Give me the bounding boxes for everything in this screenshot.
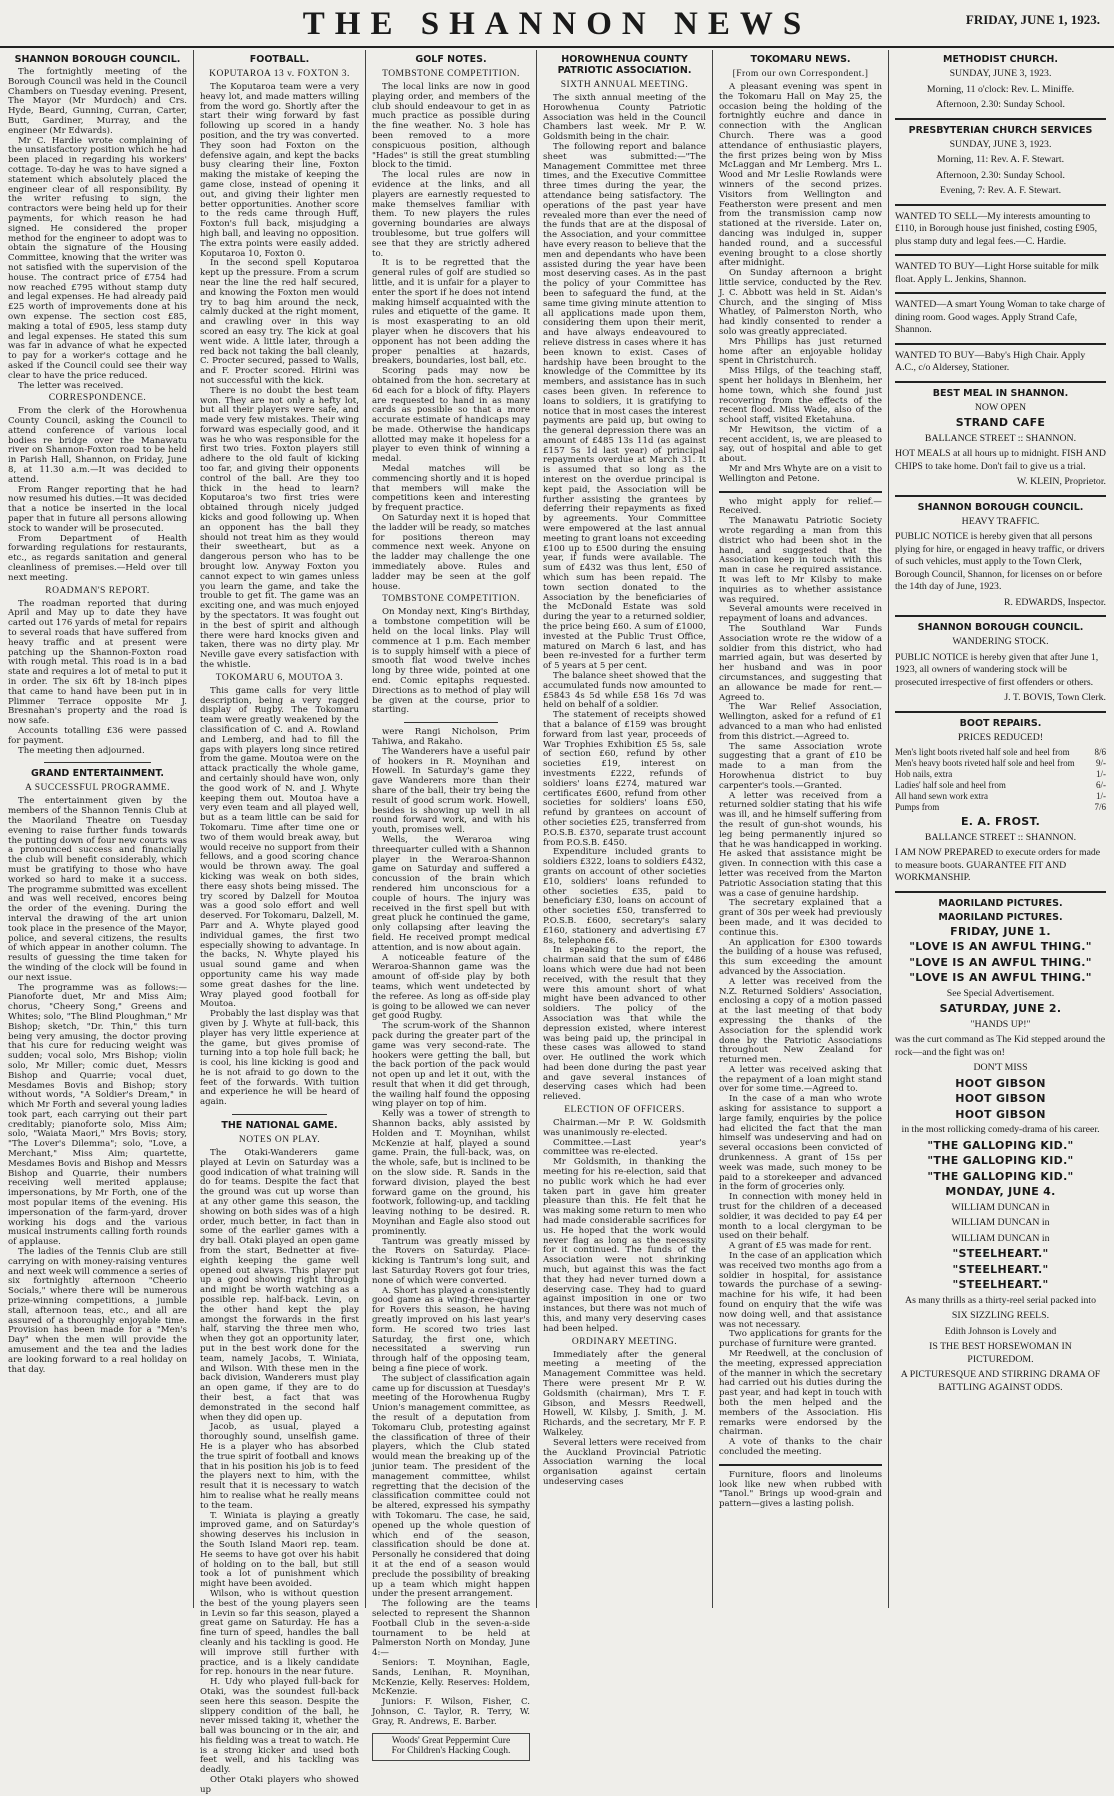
paragraph: Mr Hewitson, the victim of a recent accident, is, we are pleased to say, out of hospital and able to get about. bbox=[719, 424, 883, 465]
paragraph: The Southland War Funds Association wrote re the widow of a soldier from this district, who had married again, but was deserted by her husband and was in poor circumstances, and suggesting that an allowance be made for rent.—Agreed to. bbox=[719, 624, 882, 703]
paragraph: This game calls for very little description, being a very ragged display of Rugby. The Tokomaru team were greatly weakened by the classification of C. and A. Rowland and Lemberg, and had to fill the gaps with players long since retired from the game. Moutoa were on the attack practically the whole game, and certainly should have won, only the good work of N. and J. Whyte keeping them out. Moutoa have a very even team and all played well, but as a team little can be said for Tokomaru. Time after time one or two of them would break away, but would receive no support from their fellows, and a good scoring chance would be thrown away. The goal kicking was weak on both sides, there easy shots being missed. The try scored by Dalzell for Moutoa was a good solo effort and well deserved. For Tokomaru, Dalzell, M. Parr and A. Whyte played good individual games, the first two especially showing to advantage. In the backs, N. Whyte played his usual sound game and when opportunity came his way made some great dashes for the line. Wray played good football for Moutoa. bbox=[200, 685, 359, 1010]
divider bbox=[232, 1114, 327, 1115]
paragraph: The subject of classification again came up for discussion at Tuesday's meeting of the Horowhenua Rugby Union's management committee, as the result of a deputation from Tokomaru Club, protesting against the classification of three of their players, which the Club stated would mean the breaking up of the junior team. The president of the management committee, whilst regretting that the decision of the classification committee could not be altered, expressed his sympathy with Tokomaru. The case, he said, opened up the whole question of which end of the season, classification should be done at. Personally he considered that doing it at the end of a season would preclude the possibility of breaking up a team which might happen under the present arrangement. bbox=[372, 1373, 530, 1600]
service-time: Afternoon, 2.30: Sunday School. bbox=[936, 169, 1065, 181]
paragraph: A letter was received from a returned soldier stating that his wife was ill, and he himself suffering from the result of gun-shot wounds, his leg being permanently injured so that he was handicapped in working. He asked that assistance might be given. In connection with this case a letter was received from the Marton Patriotic Association stating that this was a case of genuine hardship. bbox=[719, 790, 882, 899]
church-heading: METHODIST CHURCH. bbox=[943, 54, 1058, 65]
paragraph: The same Association wrote suggesting that a grant of £10 be made to a man from the Horowhenua district to buy carpenter's tools.—Granted. bbox=[719, 741, 882, 791]
show-date: MONDAY, JUNE 4. bbox=[945, 1185, 1056, 1198]
paragraph: Immediately after the general meeting a meeting of the Management Committee was held. There were present Mr P. W. Goldsmith (chairman), Mrs T. F. Gibson, and Messrs Reedwell, Howell, W. Kilsby, J. Smith, J. M. Richards, and the secretary, Mr F. P. Walkeley. bbox=[543, 1349, 706, 1438]
ad-text: I AM NOW PREPARED to execute orders for made to measure boots. GUARANTEE FIT AND WORKMANSHIP. bbox=[895, 847, 1101, 883]
column-borough-council bbox=[2, 50, 193, 1606]
section-subheading: CORRESPONDENCE. bbox=[48, 393, 147, 404]
film-title: "STEELHEART." bbox=[952, 1247, 1049, 1260]
paragraph: Several letters were received from the Auckland Provincial Patriotic Association warning the local organisation against certain undeserving cases bbox=[543, 1437, 706, 1487]
price-row bbox=[895, 802, 1106, 813]
price-item: Pumps from bbox=[895, 802, 940, 812]
paragraph: Other Otaki players who showed up bbox=[200, 1775, 359, 1795]
paragraph: Several amounts were received in repayment of loans and advances. bbox=[719, 604, 882, 625]
show-date: SATURDAY, JUNE 2. bbox=[939, 1002, 1062, 1015]
cinema-heading: MAORILAND PICTURES. bbox=[938, 911, 1063, 923]
article-subheading: TOKOMARU 6, MOUTOA 3. bbox=[215, 672, 344, 683]
price-item: All hand sewn work extra bbox=[895, 791, 988, 801]
section-subheading: ROADMAN'S REPORT. bbox=[45, 585, 150, 596]
star-name: HOOT GIBSON bbox=[955, 1107, 1046, 1121]
paragraph: A pleasant evening was spent in the Tokomaru Hall on May 25, the occasion being the holding of the fortnightly euchre and dance in connection with the Anglican Church. There was a good attendance of enthusiastic players, the first prizes being won by Miss McLaggan and Mr Lemberg. Mrs L. Wood and Mr Leslie Rowlands were winners of the second prizes. Visitors from Wellington and Featherston were present and men from the transmission camp now stationed at the riverside. Later on, dancing was indulged in, supper handed round, and a successful evening brought to a close shortly after midnight. bbox=[719, 82, 882, 269]
paragraph: The ladies of the Tennis Club are still carrying on with money-raising ventures and next week will commence a series of six fortnightly afternoon "Cheerio Socials," where there will be numerous prize-winning competitions, a jumble stall, afternoon teas, etc., and all are assured of a thoroughly enjoyable time. Provision has been made for a "Men's Day" when the men will provide the amusement and the tea and the ladies are looking forward to a real holiday on that day. bbox=[8, 1247, 187, 1375]
paragraph: An application for £300 towards the building of a house was refused, this sum exceeding the amount advanced by the Association. bbox=[719, 937, 882, 977]
service-time: Afternoon, 2.30: Sunday School. bbox=[936, 99, 1065, 110]
divider bbox=[44, 762, 151, 763]
article-subheading: SIXTH ANNUAL MEETING. bbox=[560, 80, 689, 90]
paragraph: A letter was received from the N.Z. Returned Soldiers' Association, enclosing a copy of a motion passed at the last meeting of that body expressing the thanks of the Association for the splendid work done by the Patriotic Associations throughout New Zealand for returned men. bbox=[719, 976, 882, 1066]
divider bbox=[895, 711, 1106, 713]
price-value: 1/- bbox=[1096, 791, 1106, 801]
paragraph: Miss Hilgs, of the teaching staff, spent her holidays in Blenheim, her home town, which she found just recovering from the effects of the recent flood. Miss Wade, also of the school staff, visited Eketahuna. bbox=[719, 366, 882, 426]
film-title: "LOVE IS AN AWFUL THING." bbox=[909, 940, 1092, 953]
divider bbox=[895, 254, 1106, 256]
paragraph: A noticeable feature of the Weraroa-Shannon game was the amount of off-side play by both teams, which went undetected by the referee. As long as off-side play is going to be allowed we can never get good Rugby. bbox=[372, 952, 530, 1022]
ad-text: As many thrills as a thirty-reel serial packed into bbox=[905, 1294, 1096, 1306]
show-date: FRIDAY, JUNE 1. bbox=[950, 924, 1051, 938]
article-heading: GRAND ENTERTAINMENT. bbox=[30, 768, 165, 780]
film-title: "LOVE IS AN AWFUL THING." bbox=[909, 971, 1092, 984]
paragraph: Kelly was a tower of strength to Shannon backs, ably assisted by Holden and T. Moynihan, whilst McKenzie at half, played a sound game. Prain, the full-back, was, on the whole, safe, but is inclined to be on the slow side. R. Sands in the forward division, played the best forward game on the ground, his footwork, following-up, and tackling leaving nothing to be desired. R. Moynihan and Eagle also stood out prominently. bbox=[372, 1109, 530, 1237]
star-name: WILLIAM DUNCAN in bbox=[951, 1217, 1050, 1228]
paragraph: The Otaki-Wanderers game played at Levin on Saturday was a good indication of what training will do for teams. Despite the fact that the ground was cut up worse than at any other game this season, the showing on both sides was of a high order, much better, in fact than in some of the earlier games with a dry ball. Otaki played an open game from the start, Bednetter at five-eighth keeping the game well opened out always. This player put up a good showing right through and might be worth watching as a possible rep. half-back. Levin, on the other hand kept the play amongst the forwards in the first half, starving the three men who, when they got an opportunity later, put in the best work done for the team, namely Jacobs, T. Winiata, and Wilson. With these men in the back division, Wanderers must play an open game, if they are to do their best, a fact that was demonstrated in the second half when they did open up. bbox=[200, 1148, 359, 1423]
paragraph: The scrum-work of the Shannon pack during the greater part of the game was very second-rate. The hookers were getting the ball, but the back portion of the pack would not open up and let it out, with the result that when it did get through, the wailing half found the opposing wing player on top of him. bbox=[372, 1021, 530, 1110]
article-heading: FOOTBALL. bbox=[249, 54, 310, 65]
paragraph: Wilson, who is without question the best of the young players seen in Levin so far this season, played a great game on Saturday. He has a fine turn of speed, handles the ball cleanly and his tackling is good. He will improve still further with practice, and is a likely candidate for rep. honours in the near future. bbox=[200, 1588, 359, 1678]
correspondent-note: [From our own Correspondent.] bbox=[732, 69, 869, 79]
peppermint-cure-ad bbox=[372, 1733, 530, 1761]
paragraph: From Department of Health forwarding regulations for restaurants, etc., as regards sanitation and general cleanliness of premises.—Held over till next meeting. bbox=[8, 533, 187, 583]
paragraph: were Rangi Nicholson, Prim Tahiwa, and Rakaho. bbox=[372, 727, 530, 747]
film-title: "STEELHEART." bbox=[952, 1262, 1049, 1276]
article-heading: GOLF NOTES. bbox=[415, 54, 487, 65]
price-value: 1/- bbox=[1096, 769, 1106, 779]
church-heading: PRESBYTERIAN CHURCH SERVICES bbox=[908, 124, 1093, 136]
paragraph: The programme was as follows:—Pianoforte duet, Mr and Miss Aim; chorus, "Cheery Song," Greens and Whites; solo, "The Blind Ploughman," Mr Bishop; sketch, "Dr. Thin," this turn being very amusing, the doctor proving that his cure for reducing weight was sudden; vocal solo, Mrs Bishop; violin solo, Mr Miller; comic duet, Messrs Bishop and Quarrie; vocal duet, Mesdames Bovis and Bishop; story without words, "A Soldier's Dream," in which Mr Forth and several young ladies took part, each carrying out their part creditably; pianoforte solo, Miss Aim; solo, "Waiata Maori," Mrs Bovis; story, "The Lover's Dilemma"; solo, "Love, a Merchant," Miss Aim; quartette, Mesdames Bovis and Bishop and Messrs Bishop and Quarrie, their numbers receiving well merited applause; impersonations, by Mr Forth, one of the most popular items of the evening. His impersonation of the farm-yard, drover working his dogs and the various musical instruments calling forth rounds of applause. bbox=[8, 982, 187, 1248]
ad-line: IS THE BEST HORSEWOMAN IN PICTUREDOM. bbox=[929, 1341, 1072, 1365]
masthead bbox=[0, 0, 1114, 48]
paragraph: Two applications for grants for the purchase of furniture were granted. bbox=[719, 1329, 882, 1350]
paragraph: The War Relief Association, Wellington, asked for a refund of £1 advanced to a man who had enlisted from this district.—Agreed to. bbox=[719, 702, 882, 742]
paragraph: The roadman reported that during April and May up to date they have carted out 176 yards of metal for repairs to several roads that have suffered from heavy traffic and at present were patching up the Shannon-Foxton road with rough metal. This road is in a bad state and requires a lot of metal to put it in order. The six 6ft by 18-inch pipes that came to hand have been put in in Plimmer Terrace opposite Mr J. Bresnahan's property and the road is now safe. bbox=[8, 598, 187, 727]
column-tokomaru-news bbox=[713, 50, 888, 1606]
divider bbox=[895, 118, 1106, 120]
paragraph: From Ranger reporting that he had now resumed his duties.—It was decided that a notice be inserted in the local paper that in future all persons allowing stock to wander will be prosecuted. bbox=[8, 484, 187, 534]
paragraph: Jacob, as usual, played a thoroughly sound, unselfish game. He is a player who has absorbed the true spirit of football and knows that in his position his job is to feed the players next to him, with the result that it is necessary to watch him to realise what he really means to the team. bbox=[200, 1422, 359, 1511]
paragraph: The secretary explained that a grant of 30s per week had previously been made, and it was decided to continue this. bbox=[719, 898, 882, 938]
divider bbox=[895, 204, 1106, 206]
paragraph: A letter was received asking that the repayment of a loan might stand over for some time.—Agreed to. bbox=[719, 1064, 882, 1095]
paragraph: There is no doubt the best team won. They are not only a hefty lot, but all their players were safe, and made very few mistakes. Their wing forward was especially good, and it was he who was responsible for the first two tries. Foxton players still adhere to the old fault of kicking too far, and giving their opponents control of the ball. Are they too thick in the head to learn? Koputaroa's two first tries were obtained through nicely judged kicks and good following up. When an opponent has the ball they should not treat him as they would their sweetheart, but as a dangerous person who has to be brought low. Anyway Foxton you cannot expect to win games unless you learn the game, and take the trouble to get fit. The game was an exciting one, and was much enjoyed by the spectators. It was fought out in the best of spirit and although there were hard knocks given and taken, there was no dirty play. Mr Neville gave every satisfaction with the whistle. bbox=[200, 385, 359, 671]
paragraph: Wells, the Weraroa wing threequarter culled with a Shannon player in the Weraroa-Shannon game on Saturday and suffered a concussion of the brain which rendered him unconscious for a couple of hours. The injury was received in the first spell but with great pluck he continued the game, only collapsing after leaving the field. He received prompt medical attention, and is now about again. bbox=[372, 834, 530, 953]
section-subheading: ELECTION OF OFFICERS. bbox=[564, 1105, 685, 1116]
ad-line: E. A. FROST. bbox=[960, 815, 1041, 828]
notice-heading: SHANNON BOROUGH COUNCIL. bbox=[917, 501, 1084, 513]
paragraph: Probably the last display was that given by J. Whyte at full-back, this player has very little experience at the game, but gives promise of turning into a top hole full back; he is cool, his line kicking is good and he is not afraid to go down to the feet of the forwards. With tuition and experience he will be heard of again. bbox=[200, 1009, 359, 1108]
divider bbox=[895, 495, 1106, 497]
paragraph: The sixth annual meeting of the Horowhenua County Patriotic Association was held in the Council Chambers last week. Mr P. W. Goldsmith being in the chair. bbox=[543, 93, 706, 143]
price-value: 6/- bbox=[1096, 780, 1106, 790]
service-time: Morning, 11 o'clock: Rev. L. Miniffe. bbox=[926, 83, 1075, 95]
paragraph: The Manawatu Patriotic Society wrote regarding a man from this district who had been shot in the hand, and suggested that the Association keep in touch with this man in case he required assistance. It was left to Mr Kilsby to make inquiries as to whether assistance was required. bbox=[719, 516, 882, 605]
paragraph: In the second spell Koputaroa kept up the pressure. From a scrum near the line the red half secured, and knowing the Foxton men would try to bag him around the neck, calmly ducked at the right moment, and crawling over in this way scored an easy try. The kick at goal went wide. A little later, through a red back not taking the ball cleanly, C. Procter secured, passed to Walls, and F. Procter scored. Hirini was not successful with the kick. bbox=[200, 258, 359, 386]
paragraph: In connection with money held in trust for the children of a deceased soldier, it was decided to pay £4 per month to a local clergyman to be used on their behalf. bbox=[719, 1192, 882, 1242]
ad-line: STRAND CAFE bbox=[955, 416, 1046, 429]
paragraph: Chairman.—Mr P. W. Goldsmith was unanimously re-elected. bbox=[543, 1118, 706, 1138]
ad-signature: W. KLEIN, Proprietor. bbox=[1016, 476, 1106, 487]
classified-ad: WANTED TO BUY—Baby's High Chair. Apply A.C., c/o Aldersey, Stationer. bbox=[895, 349, 1086, 373]
paragraph: A vote of thanks to the chair concluded the meeting. bbox=[719, 1437, 882, 1457]
film-title: "LOVE IS AN AWFUL THING." bbox=[909, 955, 1092, 969]
paragraph: In speaking to the report, the chairman said that the sum of £486 loans which were due had not been received, with the result that they were this amount short of what might have been advanced to other soldiers. The policy of the Association was that while the depression existed, where interest was being paid up, the principal in these cases was allowed to stand over. He outlined the work which had been done during the past year and gave several instances of deserving cases which had been relieved. bbox=[543, 945, 706, 1103]
issue-date: FRIDAY, JUNE 1, 1923. bbox=[965, 12, 1100, 27]
paragraph: In the case of an application which was received two months ago from a soldier in hospital, for assistance towards the purchase of a sewing-machine for his wife, it had been found on enquiry that the wife was now doing well, and that assistance was not necessary. bbox=[719, 1251, 882, 1330]
service-date: SUNDAY, JUNE 3, 1923. bbox=[949, 68, 1052, 79]
paragraph: The following report and balance sheet was submitted:—"The Management Committee met three times, and the Executive Committee three times during the year, the attendance being satisfactory. The operations of the past year have revealed more than ever the need of the funds that are at the disposal of the Association, and your committee have every reason to believe that the men and dependants who have been assisted during the year have been most deserving cases. As in the past the policy of your Committee has been to safeguard the fund, at the same time giving minute attention to all applications made upon them, considering them upon their merit, and have always endeavoured to relieve distress in cases where it has been known to exist. Cases of hardship have been brought to the knowledge of the Committee by its members, and assistance has in such cases been given. In reference to loans to soldiers, it is gratifying to notice that in most cases the interest payments are paid up, but owing to the general depression there was an amount of £485 13s 11d (as against £157 5s 1d last year) of principal repayments overdue at March 31. It is assumed that so long as the interest on the overdue principal is kept paid, the Association will be further assisting the grantees by deferring their repayments as fixed by agreements. Your Committee were empowered at the last annual meeting to grant loans not exceeding £100 up to £500 during the ensuing year, if funds were available. The sum of £432 was thus lent, £50 of which sum has been repaid. The town section donated to the Association by the beneficiaries of the McDonald Estate was sold during the year to a returned soldier, the price being £60. A sum of £1000, invested at the Public Trust Office, matured on March 6 last, and has been re-invested for a further term of 5 years at 5 per cent. bbox=[543, 141, 706, 672]
notice-signature: R. EDWARDS, Inspector. bbox=[1003, 596, 1106, 608]
paragraph: On Monday next, King's Birthday, a tombstone competition will be held on the local links. Play will commence at 1 p.m. Each member is to supply himself with a piece of smooth flat wood twelve inches long by three wide, pointed at one end. Comic epitaphs requested. Directions as to method of play will be given at the course, prior to starting. bbox=[372, 607, 530, 716]
article-subheading: A SUCCESSFUL PROGRAMME. bbox=[25, 783, 170, 794]
paragraph: Scoring pads may now be obtained from the hon. secretary at 6d each for a block of fifty. Players are requested to hand in as many cards as possible so that a more accurate estimate of handicaps may be made. Otherwise the handicaps allotted may make it hopeless for a player to even think of winning a medal. bbox=[372, 366, 530, 465]
divider bbox=[895, 381, 1106, 383]
paragraph: The statement of receipts showed that a balance of £159 was brought forward from last year, proceeds of War Trophies Exhibition £5 5s, sale of section £60, refund by other societies £19, interest on investments £222, refunds of soldiers' loans £274, matured war certificates £600, refund from other societies for soldiers' loans £50, refund by grantees on account of other societies £25, transferred from P.O.S.B. £370, separate trust account from P.O.S.B. £450. bbox=[543, 710, 706, 848]
classified-ad: WANTED—A smart Young Woman to take charge of dining room. Good wages. Apply Strand Cafe, Shannon. bbox=[895, 299, 1105, 335]
film-title: "THE GALLOPING KID." bbox=[927, 1138, 1074, 1152]
paragraph: In the case of a man who wrote asking for assistance to support a large family, enquiries by the police had elicited the fact that the man himself was undeserving and had on several occasions been convicted of drunkenness. A grant of 15s per week was made, such money to be paid to a storekeeper and advanced in the form of groceries only. bbox=[719, 1094, 882, 1193]
paragraph: The following are the teams selected to represent the Shannon Football Club in the seven-a-side tournament to be held at Palmerston North on Monday, June 4:— bbox=[372, 1599, 530, 1659]
paragraph: The fortnightly meeting of the Borough Council was held in the Council Chambers on Tuesday evening. Present, The Mayor (Mr Murdoch) and Crs. Hyde, Beard, Gunning, Curran, Carter, Butt, Gardiner, Murray, and the engineer (Mr Edwards). bbox=[8, 67, 187, 136]
notice-heading: SHANNON BOROUGH COUNCIL. bbox=[917, 622, 1084, 633]
ad-line: SIX SIZZLING REELS. bbox=[951, 1310, 1050, 1321]
ad-line: BALLANCE STREET :: SHANNON. bbox=[924, 831, 1077, 843]
paragraph: The entertainment given by the members of the Shannon Tennis Club at the Maoriland Theatre on Tuesday evening to raise further funds towards the putting down of four new courts was a pronounced success and financially the club will benefit considerably, which must be gratifying to those who have worked so hard to make it a success. The programme submitted was excellent and was well received, encores being the order of the evening. During the interval the drawing of the art union took place in the presence of the Mayor, police, and several citizens, the results of which appear in another column. The results of guessing the time taken for the winding of the clock will be found in our next issue. bbox=[8, 796, 187, 983]
ad-line: DON'T MISS bbox=[973, 1062, 1028, 1073]
notice-text: PUBLIC NOTICE is hereby given that all persons plying for hire, or engaged in heavy traffic, or drivers of such vehicles, must apply to the Town Clerk, Borough Council, Shannon, for licenses on or before the 14th day of June, 1923. bbox=[895, 531, 1105, 592]
newspaper-title: THE SHANNON NEWS bbox=[302, 6, 812, 42]
paragraph: who might apply for relief.—Received. bbox=[719, 496, 882, 517]
paragraph: T. Winiata is playing a greatly improved game, and on Saturday's showing deserves his inclusion in the South Island Maori rep. team. He seems to have got over his habit of holding on to the ball, but still took a lot of punishment which might have been avoided. bbox=[200, 1510, 359, 1590]
ad-line: NOW OPEN bbox=[974, 401, 1027, 413]
ad-heading: BEST MEAL IN SHANNON. bbox=[932, 387, 1069, 399]
price-row bbox=[895, 758, 1106, 769]
notice-text: PUBLIC NOTICE is hereby given that after June 1, 1923, all owners of wandering stock will be prosecuted irrespective of first offenders or others. bbox=[895, 651, 1099, 688]
ad-line: For Children's Hacking Cough. bbox=[391, 1746, 511, 1757]
service-date: SUNDAY, JUNE 3, 1923. bbox=[949, 138, 1052, 150]
price-item: Hob nails, extra bbox=[895, 769, 953, 779]
paragraph: The local rules are now in evidence at the links, and all players are earnestly requested to make themselves familiar with them. To new players the rules governing boundaries are always troublesome, but true golfers will see that they are strictly adhered to. bbox=[372, 170, 530, 259]
paragraph: It is to be regretted that the general rules of golf are studied so little, and it is unfair for a player to enter the sport if he does not intend making himself acquainted with the rules and etiquette of the game. It is most exasperating to an old player when he discovers that his opponent has not been adding the proper penalties at hazards, breakers, boundaries, lost ball, etc. bbox=[372, 258, 530, 367]
paragraph: Mrs Phillips has just returned home after an enjoyable holiday spent in Christchurch. bbox=[719, 336, 882, 367]
ad-text: HOT MEALS at all hours up to midnight. FISH AND CHIPS to take home. Don't fail to give us a trial. bbox=[895, 448, 1107, 472]
column-notices-ads bbox=[889, 50, 1112, 1606]
article-subheading: KOPUTAROA 13 v. FOXTON 3. bbox=[209, 69, 350, 79]
column-golf-notes bbox=[366, 50, 536, 1757]
article-heading: THE NATIONAL GAME. bbox=[221, 1120, 338, 1132]
paragraph: The meeting then adjourned. bbox=[18, 745, 145, 756]
paragraph: Mr Goldsmith, in thanking the meeting for his re-election, said that no public work which he had ever taken part in gave him greater pleasure than this. He felt that he was making some return to men who had made considerable sacrifices for us. He hoped that the work would never flag as long as the necessity for it continued. The funds of the Association were not shrinking much, but against this was the fact that they had never turned down a deserving case. They had to guard against imposition in one or two instances, but there was not much of this, and many very deserving cases had been helped. bbox=[543, 1157, 706, 1334]
price-row bbox=[895, 747, 1106, 758]
divider bbox=[719, 1464, 882, 1466]
paragraph: The letter was received. bbox=[18, 380, 124, 391]
paragraph: Tantrum was greatly missed by the Rovers on Saturday. Place-kicking is Tantrum's long suit, and last Saturday Rovers got four tries, none of which were converted. bbox=[372, 1236, 530, 1286]
price-item: Ladies' half sole and heel from bbox=[895, 780, 1006, 790]
paragraph: Juniors: F. Wilson, Fisher, C. Johnson, C. Taylor, R. Terry, W. Gray, R. Andrews, E. Barber. bbox=[372, 1697, 530, 1727]
article-heading: SHANNON BOROUGH COUNCIL. bbox=[14, 54, 181, 65]
classified-ad: WANTED TO BUY—Light Horse suitable for milk float. Apply L. Jenkins, Shannon. bbox=[895, 261, 1099, 285]
notice-subheading: WANDERING STOCK. bbox=[952, 636, 1049, 647]
film-title: "THE GALLOPING KID." bbox=[927, 1154, 1074, 1167]
paragraph: A grant of £5 was made for rent. bbox=[729, 1241, 872, 1252]
price-item: Men's light boots riveted half sole and heel from bbox=[895, 747, 1070, 757]
paragraph: The balance sheet showed that the accumulated funds now amounted to £5843 4s 5d while £58 16s 7d was held on behalf of a soldier. bbox=[543, 671, 706, 711]
star-name: HOOT GIBSON bbox=[955, 1076, 1046, 1090]
ad-line: BALLANCE STREET :: SHANNON. bbox=[924, 432, 1077, 444]
film-title: "THE GALLOPING KID." bbox=[927, 1169, 1074, 1183]
paragraph: Medal matches will be commencing shortly and it is hoped that members will make the competitions keen and interesting by frequent practice. bbox=[372, 464, 530, 514]
article-heading: TOKOMARU NEWS. bbox=[750, 54, 851, 65]
paragraph: The Koputaroa team were a very heavy lot, and made matters willing from the word go. Shortly after the start their wing forward by fast following up scored in a handy position, and the try was converted. They soon had Foxton on the defensive again, and kept the backs busy clearing their line, Foxton making the mistake of keeping the game close, instead of opening it out, and giving their lighter men better opportunities. Another score to the reds came through Huff, Foxton's full back, misjudging a high ball, and leaving no opposition. The extra points were easily added. Koputaroa 10, Foxton 0. bbox=[200, 82, 359, 259]
star-name: WILLIAM DUNCAN in bbox=[951, 1232, 1050, 1244]
paragraph: H. Udy who played full-back for Otaki, was the soundest full-back seen here this season. Despite the slippery condition of the ball, he never missed taking it, whether the ball was bouncing or in the air, and his fielding was a treat to watch. He is a strong kicker and used both feet well, and his tackling was deadly. bbox=[200, 1677, 359, 1776]
paragraph: Committee.—Last year's committee was re-elected. bbox=[543, 1137, 706, 1158]
divider bbox=[895, 292, 1106, 294]
price-value: 8/6 bbox=[1094, 747, 1106, 757]
ad-text: in the most rollicking comedy-drama of his career. bbox=[901, 1124, 1100, 1135]
ad-heading: BOOT REPAIRS. bbox=[959, 717, 1042, 729]
price-value: 7/6 bbox=[1094, 802, 1106, 812]
paragraph: Mr and Mrs Whyte are on a visit to Wellington and Petone. bbox=[719, 464, 882, 484]
column-patriotic-association bbox=[537, 50, 712, 1606]
price-value: 9/- bbox=[1096, 758, 1106, 768]
section-subheading: ORDINARY MEETING. bbox=[571, 1336, 678, 1347]
ad-line: See Special Advertisement. bbox=[946, 987, 1055, 999]
tanol-ad: Furniture, floors and linoleums look like new when rubbed with "Tanol." Brings up wood-grain and pattern—gives a lasting polish. bbox=[719, 1469, 882, 1510]
paragraph: On Sunday afternoon a bright little service, conducted by the Rev. J. C. Abbott was held in St. Aidan's Church, and the singing of Miss Whatley, of Palmerston North, who had kindly consented to render a solo was greatly appreciated. bbox=[719, 268, 882, 337]
ad-line: "HANDS UP!" bbox=[970, 1018, 1031, 1030]
article-heading: HOROWHENUA COUNTY PATRIOTIC ASSOCIATION. bbox=[557, 54, 692, 76]
notice-signature: J. T. BOVIS, Town Clerk. bbox=[1004, 692, 1106, 703]
price-row bbox=[895, 769, 1106, 780]
paragraph: The Wanderers have a useful pair of hookers in R. Moynihan and Howell. In Saturday's game they gave Wanderers more than their share of the ball, their try being the result of good scrum work. Howell, besides is showing up well in all round forward work, and with his youth, promises well. bbox=[372, 746, 530, 836]
paragraph: From the clerk of the Horowhenua County Council, asking the Council to attend conference of various local bodies re bridge over the Manawatu river on Shannon-Foxton road to be held in Parish Hall, Shannon, on Friday, June 8, at 11.30 a.m.—It was decided to attend. bbox=[8, 406, 187, 485]
article-subheading: NOTES ON PLAY. bbox=[238, 1135, 321, 1146]
paragraph: The local links are now in good playing order, and members of the club should endeavour to get in as much practice as possible during the fine weather. No. 3 hole has been removed to a more conspicuous position, although "Hades" is still the great stumbling block to the timid. bbox=[372, 82, 530, 171]
star-name: WILLIAM DUNCAN in bbox=[951, 1201, 1050, 1213]
divider bbox=[895, 343, 1106, 345]
paragraph: On Saturday next it is hoped that the ladder will be ready, so matches for positions thereon may commence next week. Anyone on the ladder may challenge the one immediately above. Rules and ladder may be seen at the golf house. bbox=[372, 513, 530, 592]
film-title: "STEELHEART." bbox=[952, 1278, 1049, 1291]
paragraph: Mr Reedwell, at the conclusion of the meeting, expressed appreciation of the manner in which the secretary had carried out his duties during the past year, and had kept in touch with both the men helped and the members of the Association. His remarks were endorsed by the chairman. bbox=[719, 1349, 882, 1438]
divider bbox=[895, 615, 1106, 617]
service-time: Evening, 7: Rev. A. F. Stewart. bbox=[939, 185, 1062, 196]
paragraph: Seniors: T. Moynihan, Eagle, Sands, Lenihan, R. Moynihan, McKenzie, Kelly. Reserves: Holdem, McKenzie. bbox=[372, 1657, 530, 1698]
ad-text: was the curt command as The Kid stepped around the rock—and the fight was on! bbox=[895, 1034, 1106, 1058]
paragraph: Expenditure included grants to soldiers £322, loans to soldiers £432, grants on account of other societies £10, soldiers' loans refunded to other societies £35, paid to beneficiary £30, loans on account of other societies £50, transferred to P.O.S.B. £600, secretary's salary £160, stationery and advertising £7 8s, telephone £6. bbox=[543, 847, 706, 946]
paragraph: Mr C. Hardie wrote complaining of the unsatisfactory position which he had been placed in regarding his workers' cottage. To-day he was to have signed a statement which absolutely placed the engineer clear of all responsibility. By the writer refusing to sign, the contractors were being held up for their payments, for which reason he had signed. He considered the proper method for the engineer to adopt was to obtain the signature of the Housing Committee, knowing that the writer was not satisfied with the supervision of the house. The contract price of £754 had now reached £795 without stamp duty and legal expenses. He had already paid £25 worth of improvements done at his own expense. The section cost £85, making a total of £905, less stamp duty and legal expenses. He stated this sum was far in advance of what he expected to pay for a worker's cottage and he asked if the Council could see their way clear to have the price reduced. bbox=[8, 135, 187, 381]
price-row bbox=[895, 791, 1106, 802]
notice-subheading: HEAVY TRAFFIC. bbox=[961, 515, 1040, 527]
ad-line: Edith Johnson is Lovely and bbox=[944, 1325, 1057, 1337]
divider bbox=[404, 722, 499, 723]
ad-line: A PICTURESQUE AND STIRRING DRAMA OF BATTLING AGAINST ODDS. bbox=[900, 1369, 1101, 1393]
star-name: HOOT GIBSON bbox=[955, 1092, 1046, 1105]
article-subheading: TOMBSTONE COMPETITION. bbox=[382, 69, 520, 79]
paragraph: Accounts totalling £36 were passed for payment. bbox=[8, 726, 187, 746]
cinema-heading: MAORILAND PICTURES. bbox=[938, 897, 1063, 909]
service-time: Morning, 11: Rev. A. F. Stewart. bbox=[936, 154, 1065, 165]
divider bbox=[719, 491, 882, 493]
ad-line: Woods' Great Peppermint Cure bbox=[391, 1736, 511, 1747]
price-row bbox=[895, 780, 1106, 791]
column-football bbox=[194, 50, 365, 1795]
divider bbox=[895, 891, 1106, 893]
price-item: Men's heavy boots riveted half sole and heel from bbox=[895, 758, 1075, 768]
article-subheading: TOMBSTONE COMPETITION. bbox=[382, 594, 520, 605]
paragraph: A. Short has played a consistently good game as a wing-three-quarter for Rovers this season, he having greatly improved on his last year's form. He scored two tries last Saturday, the first one, which necessitated a swerving run through half of the opposing team, being a fine piece of work. bbox=[372, 1285, 530, 1374]
ad-subheading: PRICES REDUCED! bbox=[957, 731, 1044, 743]
classified-ad: WANTED TO SELL—My interests amounting to £110, in Borough house just finished, costing £905, plus stamp duty and legal fees.—C. Hardie. bbox=[895, 210, 1098, 247]
